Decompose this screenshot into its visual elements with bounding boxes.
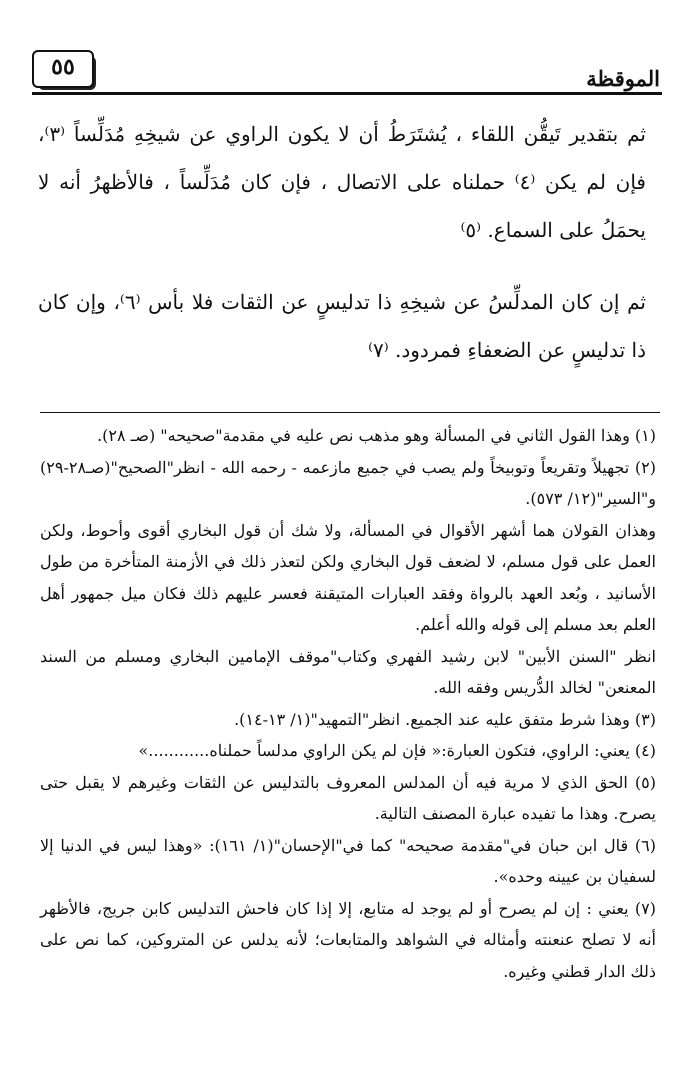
footnotes bbox=[40, 420, 656, 987]
main-paragraph: ثم إن كان المدلِّسُ عن شيخِهِ ذا تدليسٍ عن الثقات فلا بأس ⁽٦⁾، وإن كان ذا تدليسٍ عن الضعفاءِ فمردود. ⁽٧⁾ bbox=[38, 290, 646, 362]
footnote: (٢) تجهيلاً وتقريعاً وتوبيخاً ولم يصب في جميع مازعمه - رحمه الله - انظر"الصحيح"(صـ٢٨-٢٩) و"السير"(١٢/ ٥٧٣). bbox=[40, 457, 656, 508]
footnotes-separator bbox=[40, 412, 660, 413]
footnote: وهذان القولان هما أشهر الأقوال في المسألة، ولا شك أن قول البخاري أقوى وأحوط، ولكن العمل على قول مسلم، لا لضعف قول البخاري ولكن لتعذر ذلك في الأزمنة المتأخرة من طول الأسانيد ، وبُعد العهد بالرواة وفقد العبارات المتيقنة فعسر عليهم ذلك فكان ميل جمهور أهل العلم بعد مسلم إلى قوله والله أعلم. bbox=[40, 520, 656, 634]
footnote: (١) وهذا القول الثاني في المسألة وهو مذهب نص عليه في مقدمة"صحيحه" (صـ ٢٨). bbox=[97, 426, 656, 445]
footnote: (٥) الحق الذي لا مرية فيه أن المدلس المعروف بالتدليس عن الثقات وغيرهم لا يقبل حتى يصرح. وهذا ما تفيده عبارة المصنف التالية. bbox=[40, 772, 657, 823]
main-text-block-2 bbox=[38, 278, 646, 374]
page-number: ٥٥ bbox=[51, 54, 75, 80]
page-header bbox=[32, 50, 662, 100]
footnote: (٧) يعني : إن لم يصرح أو لم يوجد له متابع، إلا إذا كان فاحش التدليس كابن جريج، فالأظهر أنه لا تصلح عنعنته وأمثاله في الشواهد والمتابعات؛ لأنه يدلس عن المتروكين، كما نص على ذلك الدار قطني وغيره. bbox=[40, 898, 656, 981]
page-number-badge bbox=[32, 50, 96, 90]
footnote: انظر "السنن الأبين" لابن رشيد الفهري وكتاب"موقف الإمامين البخاري ومسلم من السند المعنعن" لخالد الدُّريس وفقه الله. bbox=[40, 646, 656, 697]
footnote: (٣) وهذا شرط متفق عليه عند الجميع. انظر"التمهيد"(١/ ١٣-١٤). bbox=[234, 709, 656, 729]
main-paragraph: ثم بتقدير تَيقُّن اللقاء ، يُشتَرَطُ أن لا يكون الراوي عن شيخِهِ مُدَلِّساً ⁽٣⁾، فإن لم يكن ⁽٤⁾ حملناه على الاتصال ، فإن كان مُدَلِّساً ، فالأظهرُ أنه لا يحمَلُ على السماع. ⁽٥⁾ bbox=[38, 122, 646, 242]
main-text-block-1 bbox=[38, 110, 646, 254]
footnote: (٤) يعني: الراوي، فتكون العبارة:« فإن لم يكن الراوي مدلساً حملناه............» bbox=[138, 741, 656, 760]
footnote: (٦) قال ابن حبان في"مقدمة صحيحه" كما في"الإحسان"(١/ ١٦١): «وهذا ليس في الدنيا إلا لسفيان بن عيينه وحده». bbox=[40, 835, 657, 886]
running-title: الموقظة bbox=[586, 66, 660, 91]
header-rule bbox=[32, 92, 662, 95]
